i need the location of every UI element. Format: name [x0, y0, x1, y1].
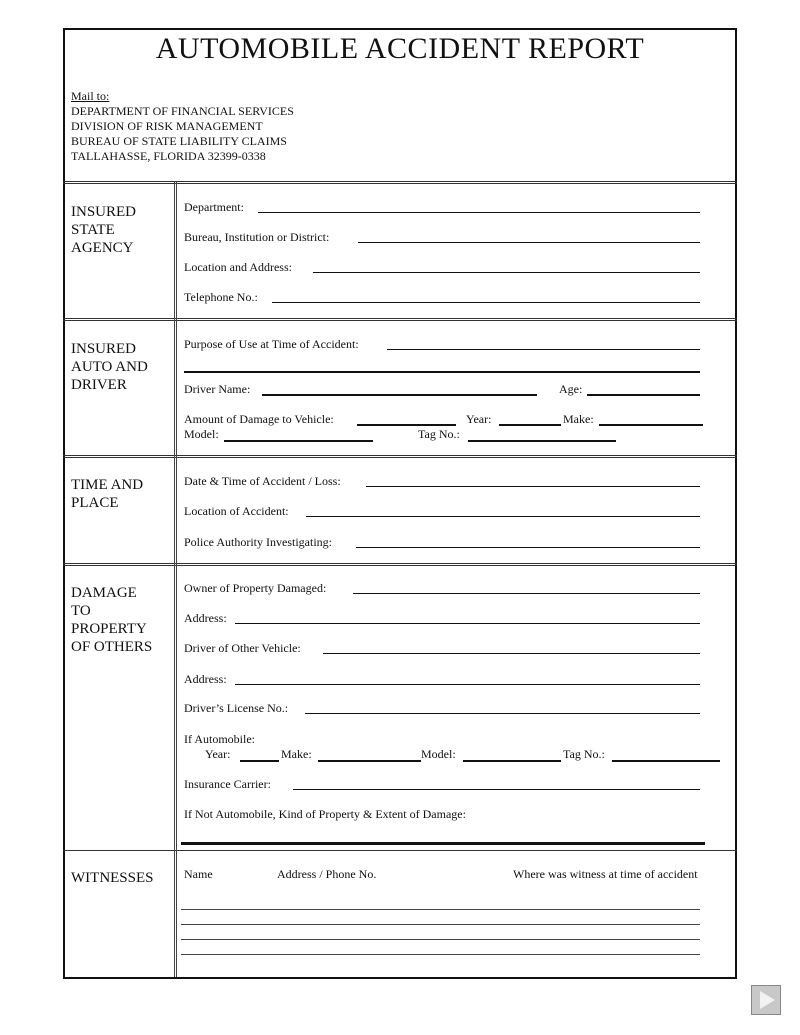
- section-heading-insured-auto-driver: INSURED AUTO AND DRIVER: [71, 341, 148, 393]
- accident-location-field[interactable]: [306, 516, 700, 517]
- tag-field[interactable]: [468, 440, 616, 442]
- driver-name-label: Driver Name:: [184, 382, 251, 396]
- other-tag-label: Tag No.:: [563, 747, 605, 761]
- page-title: AUTOMOBILE ACCIDENT REPORT: [155, 32, 645, 65]
- divider: [63, 455, 737, 458]
- license-label: Driver’s License No.:: [184, 701, 289, 715]
- make-field[interactable]: [599, 424, 703, 426]
- other-driver-field[interactable]: [323, 653, 700, 654]
- other-year-field[interactable]: [240, 760, 279, 762]
- owner-field[interactable]: [353, 593, 700, 594]
- divider: [63, 181, 737, 184]
- year-label: Year:: [466, 412, 492, 426]
- address-line: TALLAHASSE, FLORIDA 32399-0338: [71, 149, 266, 163]
- age-label: Age:: [559, 382, 583, 396]
- accident-date-field[interactable]: [366, 486, 700, 487]
- other-driver-label: Driver of Other Vehicle:: [184, 641, 301, 655]
- age-field[interactable]: [587, 394, 700, 396]
- owner-address-field[interactable]: [235, 623, 700, 624]
- section-heading-damage-property-others: DAMAGE TO PROPERTY OF OTHERS: [71, 585, 153, 655]
- other-model-label: Model:: [421, 747, 456, 761]
- damage-amount-label: Amount of Damage to Vehicle:: [184, 412, 334, 426]
- other-tag-field[interactable]: [612, 760, 720, 762]
- witness-line[interactable]: [181, 909, 700, 910]
- bureau-label: Bureau, Institution or District:: [184, 230, 330, 244]
- location-address-field[interactable]: [313, 272, 700, 273]
- section-heading-insured-state-agency: INSURED STATE AGENCY: [71, 204, 137, 256]
- department-label: Department:: [184, 200, 244, 214]
- make-label: Make:: [563, 412, 594, 426]
- address-line: DEPARTMENT OF FINANCIAL SERVICES: [71, 104, 294, 118]
- accident-location-label: Location of Accident:: [184, 504, 289, 518]
- witness-address-header: Address / Phone No.: [277, 867, 377, 881]
- purpose-field[interactable]: [387, 349, 700, 350]
- address-line: BUREAU OF STATE LIABILITY CLAIMS: [71, 134, 287, 148]
- driver-name-field[interactable]: [262, 394, 537, 396]
- bureau-field[interactable]: [358, 242, 700, 243]
- form-border: [63, 28, 737, 979]
- police-field[interactable]: [356, 547, 700, 548]
- location-address-label: Location and Address:: [184, 260, 292, 274]
- mail-to-address: [71, 89, 294, 164]
- section-heading-time-place: TIME AND PLACE: [71, 477, 144, 511]
- tag-label: Tag No.:: [418, 427, 460, 441]
- property-damage-field[interactable]: [181, 842, 705, 845]
- telephone-label: Telephone No.:: [184, 290, 258, 304]
- insurance-field[interactable]: [293, 789, 700, 790]
- driver-address-label: Address:: [184, 672, 227, 686]
- other-make-label: Make:: [281, 747, 312, 761]
- other-make-field[interactable]: [318, 760, 421, 762]
- model-label: Model:: [184, 427, 219, 441]
- year-field[interactable]: [499, 424, 561, 426]
- section-heading-witnesses: WITNESSES: [71, 870, 154, 886]
- witness-name-header: Name: [184, 867, 213, 881]
- mail-to-label: Mail to:: [71, 89, 110, 103]
- divider: [63, 563, 737, 566]
- witness-line[interactable]: [181, 939, 700, 940]
- damage-amount-field[interactable]: [357, 424, 456, 426]
- witness-location-header: Where was witness at time of accident: [513, 867, 698, 881]
- driver-address-field[interactable]: [235, 684, 700, 685]
- owner-label: Owner of Property Damaged:: [184, 581, 327, 595]
- next-page-icon[interactable]: [751, 985, 781, 1015]
- department-field[interactable]: [258, 212, 700, 213]
- witness-line[interactable]: [181, 954, 700, 955]
- divider: [63, 850, 737, 852]
- model-field[interactable]: [224, 440, 373, 442]
- other-model-field[interactable]: [463, 760, 561, 762]
- license-field[interactable]: [305, 713, 700, 714]
- other-year-label: Year:: [205, 747, 231, 761]
- police-label: Police Authority Investigating:: [184, 535, 332, 549]
- divider: [63, 318, 737, 321]
- if-not-automobile-label: If Not Automobile, Kind of Property & Extent of Damage:: [184, 807, 466, 821]
- witness-line[interactable]: [181, 924, 700, 925]
- purpose-label: Purpose of Use at Time of Accident:: [184, 337, 359, 351]
- insurance-label: Insurance Carrier:: [184, 777, 271, 791]
- address-line: DIVISION OF RISK MANAGEMENT: [71, 119, 263, 133]
- purpose-field-line2[interactable]: [184, 371, 700, 373]
- if-automobile-label: If Automobile:: [184, 732, 255, 746]
- accident-date-label: Date & Time of Accident / Loss:: [184, 474, 341, 488]
- column-divider: [174, 182, 177, 977]
- owner-address-label: Address:: [184, 611, 227, 625]
- telephone-field[interactable]: [272, 302, 700, 303]
